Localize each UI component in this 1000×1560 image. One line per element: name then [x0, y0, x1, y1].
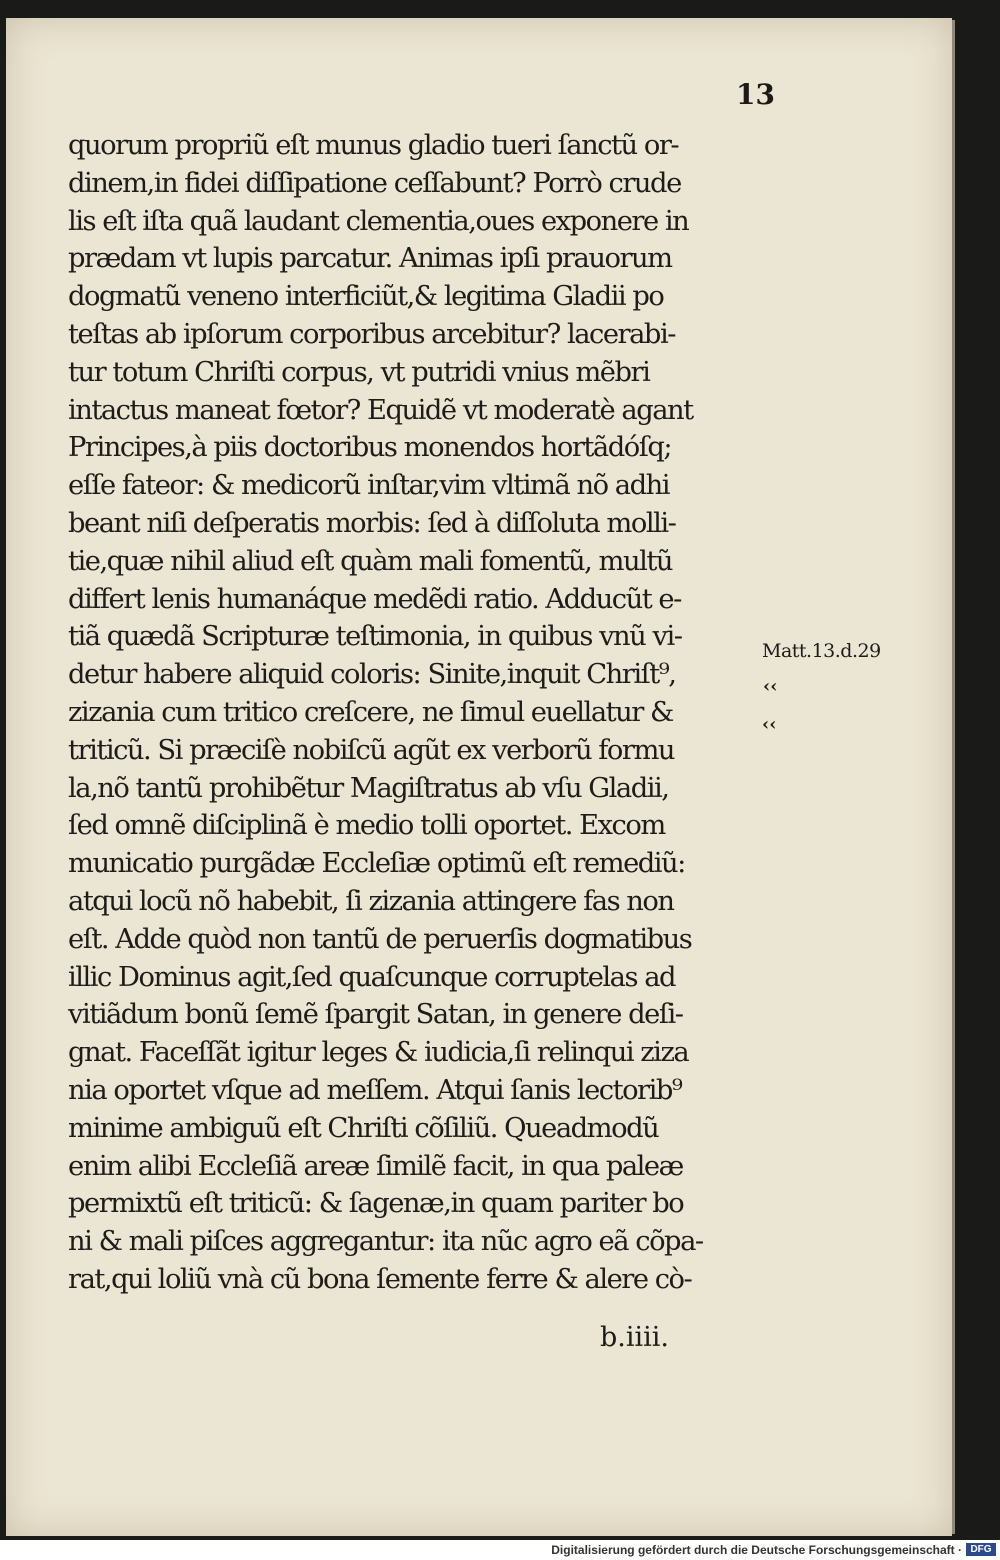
text-line: lis eſt iſta quã laudant clementia,oues exponere in [68, 204, 689, 237]
text-line: differt lenis humanáque medẽdi ratio. Adducũt e- [68, 582, 681, 615]
footer-credit: Digitalisierung gefördert durch die Deutsche Forschungsgemeinschaft · [551, 1543, 962, 1557]
text-line: beant niſi deſperatis morbis: ſed à diſſoluta molli- [68, 506, 676, 539]
margin-reference: Matt.13.d.29 [762, 640, 881, 662]
text-line: ſed omnẽ diſciplinã è medio tolli oportet. Excom [68, 809, 665, 842]
text-line: eſſe fateor: & medicorũ inſtar,vim vltimã nõ adhi [68, 469, 669, 502]
text-line: vitiãdum bonũ ſemẽ ſpargit Satan, in genere deſi- [68, 998, 683, 1031]
text-line: permixtũ eſt triticũ: & ſagenæ,in quam pariter bo [68, 1187, 684, 1220]
text-line: prædam vt lupis parcatur. Animas ipſi prauorum [68, 242, 672, 275]
signature-mark: b.iiii. [600, 1322, 669, 1353]
text-line: zizania cum tritico creſcere, ne ſimul euellatur & [68, 695, 673, 728]
text-line: tur totum Chriſti corpus, vt putridi vnius mẽbri [68, 355, 650, 388]
text-line: detur habere aliquid coloris: Sinite,inquit Chriſt⁹, [68, 658, 676, 691]
text-line: intactus maneat fœtor? Equidẽ vt moderatè agant [68, 393, 693, 426]
text-line: municatio purgãdæ Eccleſiæ optimũ eſt remediũ: [68, 847, 685, 880]
text-line: rat,qui loliũ vnà cũ bona ſemente ferre & alere cò- [68, 1262, 692, 1295]
text-line: dinem,in fidei diſſipatione ceſſabunt? Porrò crude [68, 166, 681, 199]
text-line: tie,quæ nihil aliud eſt quàm mali fomentũ, multũ [68, 544, 672, 577]
dfg-logo-icon: DFG [966, 1543, 996, 1556]
text-line: eſt. Adde quòd non tantũ de peruerſis dogmatibus [68, 922, 692, 955]
quote-mark: ‹‹ [763, 676, 778, 697]
text-line: dogmatũ veneno interficiũt,& legitima Gladii po [68, 280, 664, 313]
text-line: enim alibi Eccleſiã areæ ſimilẽ facit, in qua paleæ [68, 1149, 683, 1182]
text-line: ni & mali piſces aggregantur: ita nũc agro eã cõpa- [68, 1225, 703, 1258]
text-line: minime ambiguũ eſt Chriſti cõſiliũ. Queadmodũ [68, 1111, 659, 1144]
text-line: nia oportet vſque ad meſſem. Atqui ſanis lectorib⁹ [68, 1073, 682, 1106]
text-line: atqui locũ nõ habebit, ſi zizania attingere fas non [68, 884, 674, 917]
text-line: quorum propriũ eſt munus gladio tueri ſanctũ or- [68, 129, 679, 161]
text-line: illic Dominus agit,ſed quaſcunque corruptelas ad [68, 960, 676, 993]
page-edge [952, 20, 955, 1534]
text-line: triticũ. Si præciſè nobiſcũ agũt ex verborũ formu [68, 733, 675, 766]
quote-mark: ‹‹ [762, 714, 777, 735]
text-line: la,nõ tantũ prohibẽtur Magiſtratus ab vſu Gladii, [68, 771, 669, 804]
text-line: Principes,à piis doctoribus monendos hortãdóſq; [68, 431, 672, 464]
body-text [68, 127, 788, 1299]
text-line: gnat. Faceſſãt igitur leges & iudicia,ſi relinqui ziza [68, 1036, 689, 1069]
folio-number: 13 [736, 78, 775, 111]
footer-bar [0, 1540, 1000, 1560]
text-line: tiã quædã Scripturæ teſtimonia, in quibus vnũ vi- [68, 620, 682, 653]
text-line: teſtas ab ipſorum corporibus arcebitur? lacerabi- [68, 317, 675, 350]
